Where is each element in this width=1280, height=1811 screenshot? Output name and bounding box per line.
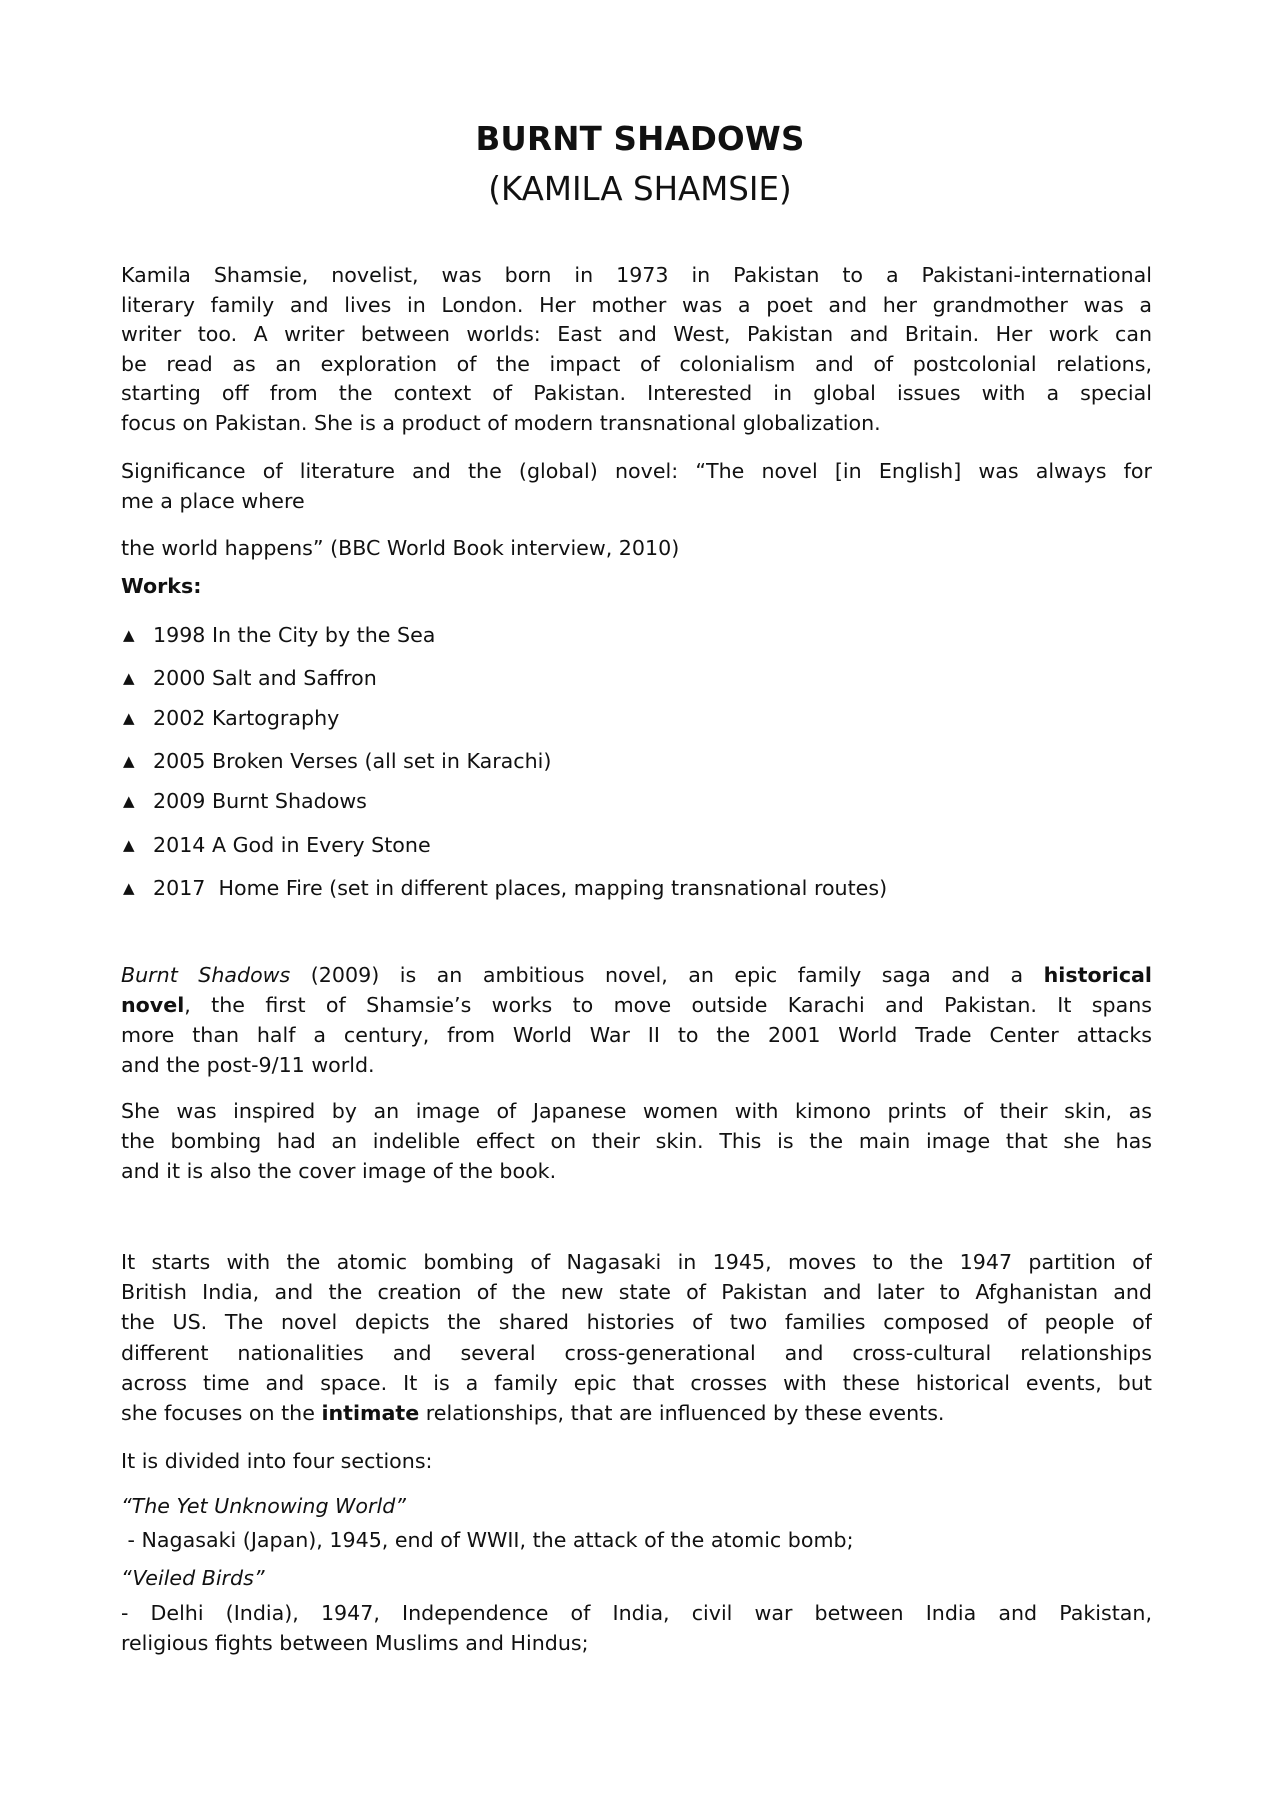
section-description: religious fights between Muslims and Hindus; (121, 1631, 589, 1655)
history-line-text: she focuses on the (121, 1401, 322, 1425)
sections-intro: It is divided into four sections: (121, 1449, 433, 1473)
emphasis-bold: intimate (321, 1401, 420, 1425)
inspiration-line: the bombing had an indelible effect on their skin. This is the main image that she has (121, 1129, 1152, 1153)
novel-line (121, 992, 1152, 1018)
novel-title-italic: Burnt Shadows (121, 963, 291, 987)
works-list-item (121, 705, 1152, 731)
intro-line: starting off from the context of Pakistan. Interested in global issues with a special (121, 381, 1152, 405)
history-line-text: relationships, that are influenced by these events. (419, 1401, 945, 1425)
triangle-bullet-icon: ▲ (123, 792, 135, 810)
inspiration-line: and it is also the cover image of the book. (121, 1159, 557, 1183)
works-list-item (121, 875, 1152, 901)
section-description: - Delhi (India), 1947, Independence of India, civil war between India and Pakistan, (121, 1601, 1152, 1625)
works-list-item (121, 622, 1152, 648)
novel-line-text: (2009) is an ambitious novel, an epic family saga and a (290, 963, 1044, 987)
works-list-item (121, 832, 1152, 858)
history-line: the US. The novel depicts the shared histories of two families composed of people of (121, 1310, 1152, 1334)
triangle-bullet-icon: ▲ (123, 836, 135, 854)
works-heading: Works: (121, 574, 202, 598)
section-description: - Nagasaki (Japan), 1945, end of WWII, the attack of the atomic bomb; (121, 1528, 854, 1552)
emphasis-bold: novel (121, 993, 185, 1017)
novel-line-text: , the first of Shamsie’s works to move outside Karachi and Pakistan. It spans (184, 993, 1152, 1017)
novel-line: and the post-9/11 world. (121, 1053, 375, 1077)
emphasis-bold: historical (1043, 963, 1152, 987)
intro-line: writer too. A writer between worlds: East and West, Pakistan and Britain. Her work can (121, 322, 1152, 346)
triangle-bullet-icon: ▲ (123, 669, 135, 687)
work-title: 2000 Salt and Saffron (153, 666, 377, 690)
history-line: British India, and the creation of the new state of Pakistan and later to Afghanistan and (121, 1280, 1152, 1304)
work-title: 2005 Broken Verses (all set in Karachi) (153, 749, 552, 773)
triangle-bullet-icon: ▲ (123, 879, 135, 897)
intro-line: focus on Pakistan. She is a product of modern transnational globalization. (121, 411, 881, 435)
section-title: “The Yet Unknowing World” (121, 1494, 406, 1518)
work-title: 2014 A God in Every Stone (153, 833, 431, 857)
document-subtitle-author: (KAMILA SHAMSIE) (488, 170, 792, 208)
novel-line: more than half a century, from World War II to the 2001 World Trade Center attacks (121, 1023, 1152, 1047)
significance-line: Significance of literature and the (global) novel: “The novel [in English] was always for (121, 459, 1152, 483)
intro-line: Kamila Shamsie, novelist, was born in 1973 in Pakistan to a Pakistani-international (121, 263, 1152, 287)
significance-line: me a place where (121, 489, 305, 513)
history-line (121, 1400, 1152, 1426)
novel-line (121, 962, 1152, 988)
works-list-item (121, 665, 1152, 691)
section-title: “Veiled Birds” (121, 1566, 265, 1590)
document-title: BURNT SHADOWS (475, 120, 805, 158)
triangle-bullet-icon: ▲ (123, 626, 135, 644)
works-list-item (121, 788, 1152, 814)
work-title: 2017 Home Fire (set in different places, mapping transnational routes) (153, 876, 888, 900)
intro-line: literary family and lives in London. Her mother was a poet and her grandmother was a (121, 293, 1152, 317)
triangle-bullet-icon: ▲ (123, 709, 135, 727)
inspiration-line: She was inspired by an image of Japanese women with kimono prints of their skin, as (121, 1099, 1152, 1123)
triangle-bullet-icon: ▲ (123, 752, 135, 770)
history-line: It starts with the atomic bombing of Nagasaki in 1945, moves to the 1947 partition of (121, 1250, 1152, 1274)
history-line: different nationalities and several cross-generational and cross-cultural relationships (121, 1341, 1152, 1365)
work-title: 2009 Burnt Shadows (153, 789, 367, 813)
history-line: across time and space. It is a family epic that crosses with these historical events, but (121, 1371, 1152, 1395)
work-title: 2002 Kartography (153, 706, 340, 730)
quote-continuation: the world happens” (BBC World Book interview, 2010) (121, 536, 680, 560)
works-list-item (121, 748, 1152, 774)
work-title: 1998 In the City by the Sea (153, 623, 436, 647)
intro-line: be read as an exploration of the impact of colonialism and of postcolonial relations, (121, 352, 1152, 376)
